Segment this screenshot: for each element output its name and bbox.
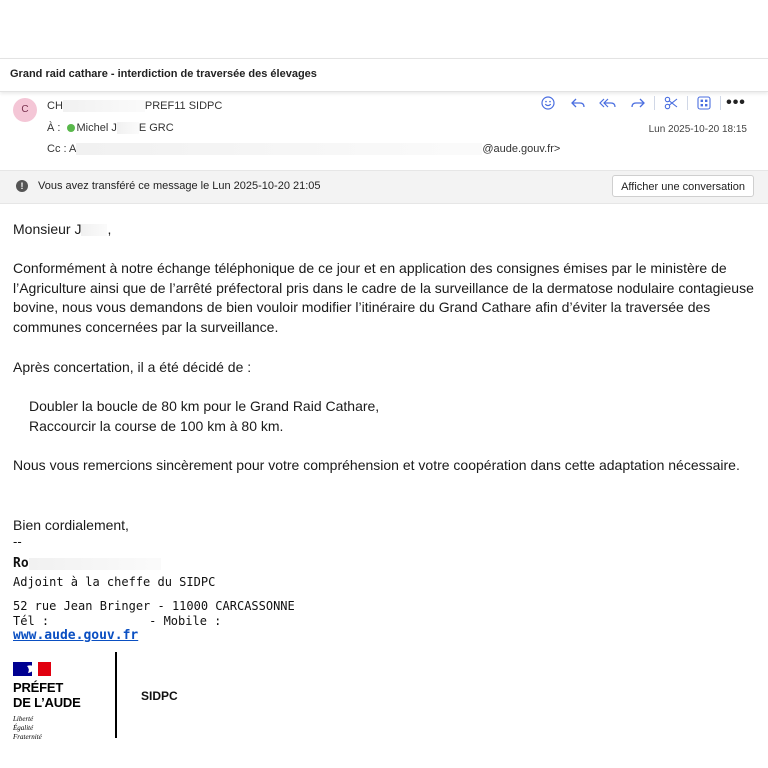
email-paragraph: Après concertation, il a été décidé de : — [13, 359, 252, 375]
sender-name-start: CH — [47, 100, 63, 112]
signature-phone — [13, 614, 221, 628]
logo-motto: Liberté — [13, 715, 34, 723]
reply-all-icon[interactable] — [593, 93, 623, 113]
notification-text: Vous avez transféré ce message le Lun 2025-10-20 21:05 — [38, 180, 321, 192]
logo-motto: Égalité — [13, 724, 34, 732]
toolbar-divider — [720, 96, 721, 110]
cc-recipient-end[interactable]: @aude.gouv.fr> — [482, 143, 561, 155]
show-conversation-button[interactable]: Afficher une conversation — [612, 175, 754, 197]
sender-avatar[interactable]: C — [13, 98, 37, 122]
decision-list — [29, 397, 768, 436]
cc-label: Cc : — [47, 143, 67, 155]
service-label: SIDPC — [141, 689, 178, 703]
tel-label: Tél : — [13, 614, 50, 628]
logo-title-line1: PRÉFET — [13, 680, 64, 695]
signature-address: 52 rue Jean Bringer - 11000 CARCASSONNE — [13, 599, 295, 613]
greeting-end: , — [107, 221, 112, 237]
email-greeting — [13, 220, 758, 240]
email-paragraph: Nous vous remercions sincèrement pour votre compréhension et votre coopération dans cette adaptation nécessaire. — [13, 457, 740, 473]
presence-icon — [67, 124, 75, 132]
subject-bar — [0, 58, 768, 92]
logo-divider — [115, 652, 117, 738]
signature-name — [13, 557, 161, 571]
email-date: Lun 2025-10-20 18:15 — [648, 124, 747, 135]
info-icon: ! — [16, 180, 28, 192]
recipient-name-end[interactable]: E GRC — [138, 122, 174, 134]
cc-line — [47, 143, 560, 155]
logo-motto: Fraternité — [13, 733, 42, 739]
mobile-label: - Mobile : — [149, 614, 222, 628]
reply-icon[interactable] — [563, 93, 593, 113]
more-icon[interactable]: ••• — [726, 94, 746, 111]
sender-name-end: PREF11 SIDPC — [144, 100, 223, 112]
signature-name-text: Ro — [13, 556, 29, 571]
email-paragraph: Conformément à notre échange téléphonique de ce jour et en application des consignes émises par le ministère de l’Agriculture ainsi que de l’arrêté préfectoral pris dans le cadre de la surveillance de la dermatose nodulaire contagieuse bovine, nous vous demandons de bien vouloir modifier l’itinéraire du Grand Cathare afin d’éviter la traversée des communes concernées par la surveillance. — [13, 260, 754, 335]
redaction-block — [81, 224, 107, 236]
toolbar-divider — [687, 96, 688, 110]
cc-recipient-start[interactable]: A — [69, 143, 77, 155]
logo-title-line2: DE L’AUDE — [13, 695, 81, 710]
toolbar-divider — [654, 96, 655, 110]
signature-separator: -- — [13, 534, 22, 549]
recipient-name-start[interactable]: Michel J — [76, 122, 117, 134]
scissors-icon[interactable] — [656, 93, 686, 113]
signature-role: Adjoint à la cheffe du SIDPC — [13, 575, 216, 589]
redaction-block — [76, 143, 482, 155]
list-item: Raccourcir la course de 100 km à 80 km. — [29, 417, 284, 434]
redaction-block — [29, 558, 161, 570]
recipient-line — [47, 122, 174, 134]
prefecture-logo — [13, 660, 113, 740]
emoji-icon[interactable] — [533, 93, 563, 113]
message-toolbar — [533, 93, 750, 113]
list-item: Doubler la boucle de 80 km pour le Grand Raid Cathare, — [29, 398, 380, 414]
email-closing: Bien cordialement, — [13, 517, 129, 533]
redaction-block — [63, 100, 145, 112]
to-label: À : — [47, 122, 61, 134]
greeting-text: Monsieur J — [13, 221, 82, 237]
website-link[interactable]: www.aude.gouv.fr — [13, 628, 139, 643]
marianne-flag-icon — [13, 662, 51, 676]
redaction-block — [117, 122, 139, 134]
email-subject: Grand raid cathare - interdiction de traversée des élevages — [10, 68, 317, 80]
grid-icon[interactable] — [689, 93, 719, 113]
notification-bar — [0, 170, 768, 204]
sender-line[interactable] — [47, 100, 222, 112]
forward-icon[interactable] — [623, 93, 653, 113]
